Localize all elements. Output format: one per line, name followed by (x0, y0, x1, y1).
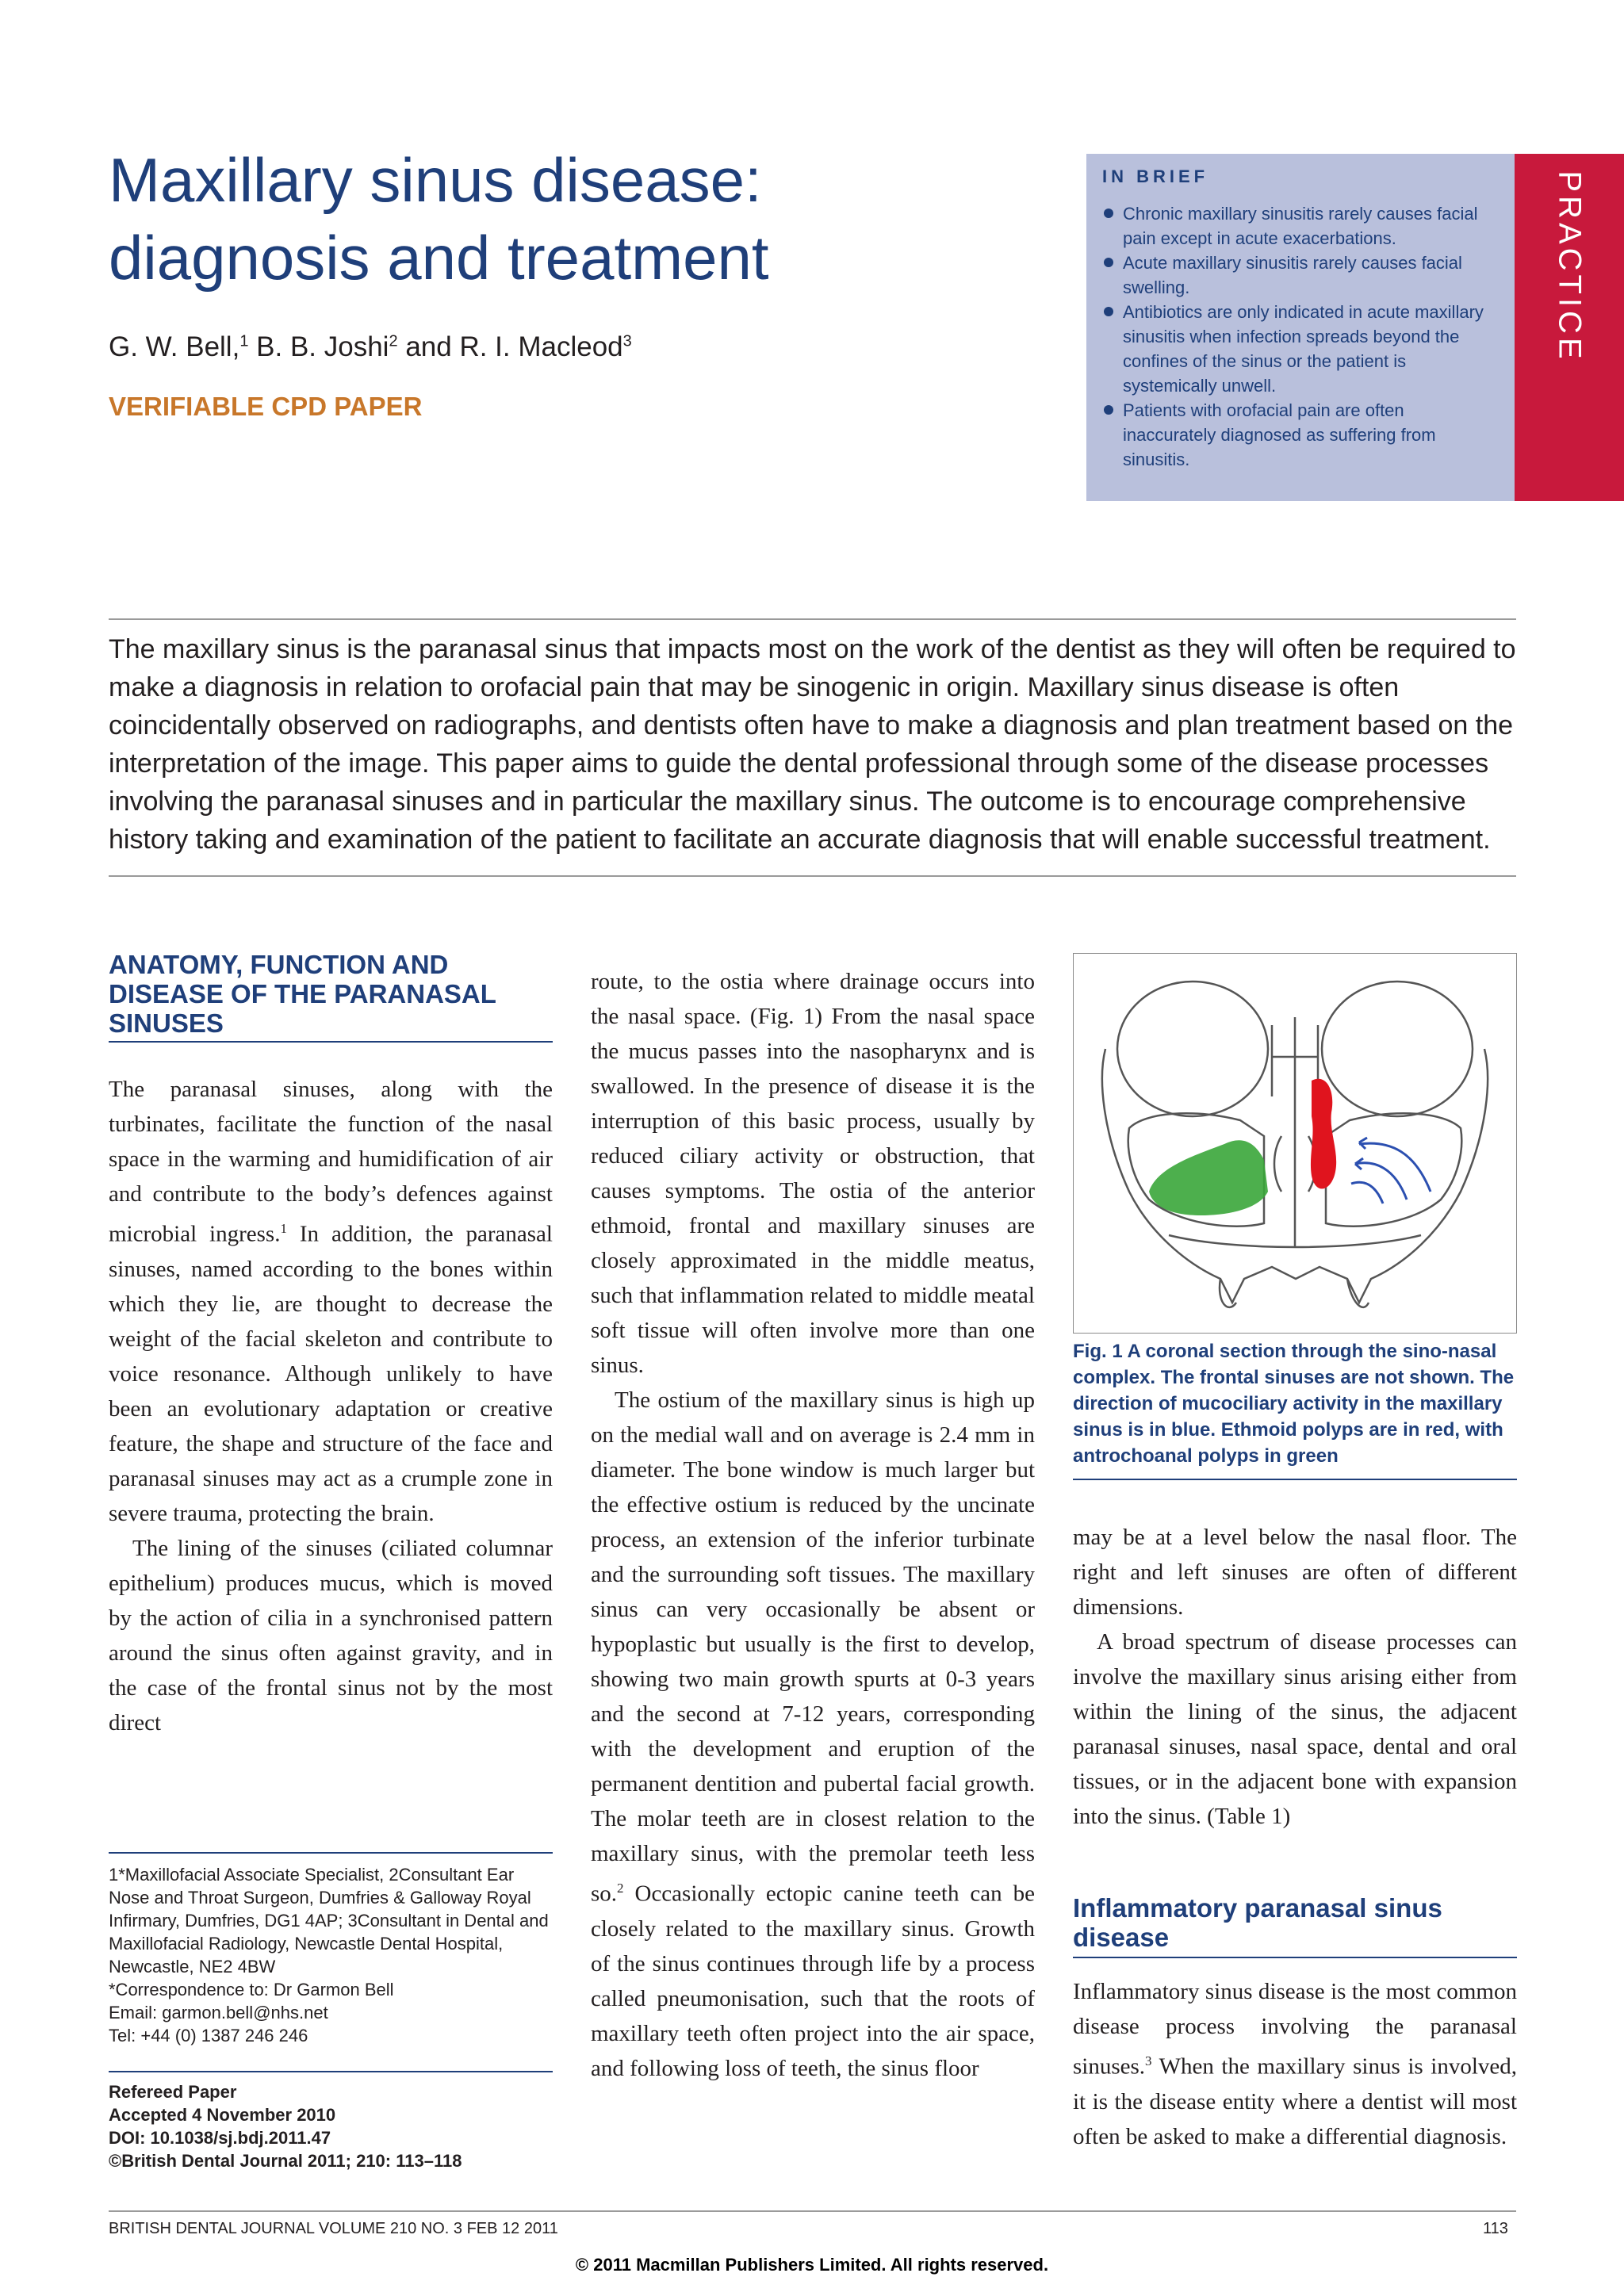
affiliation-mark: 1 (239, 332, 249, 350)
article-title (109, 141, 1044, 297)
bullet-icon (1104, 258, 1113, 267)
body-column-1 (109, 1072, 553, 1740)
paragraph (591, 1383, 1035, 2086)
paragraph: The lining of the sinuses (ciliated columnar epithelium) produces mucus, which is moved by the action of cilia in a synchronised pattern around the sinus often against gravity, and in the case of the frontal sinus not by the most direct (109, 1535, 553, 1735)
refereed-info (109, 2080, 553, 2172)
paragraph: A broad spectrum of disease processes can involve the maxillary sinus arising either from within the lining of the sinus, the adjacent paranasal sinuses, nasal space, dental and oral tissues, or in the adjacent bone with expansion into the sinus. (Table 1) (1073, 1629, 1517, 1829)
figure-caption (1073, 1338, 1517, 1469)
accepted-date: Accepted 4 November 2010 (109, 2105, 336, 2125)
abstract-top-rule (109, 618, 1516, 620)
ethmoid-polyp-marker (1311, 1079, 1336, 1189)
refereed-rule (109, 2071, 553, 2072)
paragraph: route, to the ostia where drainage occurs into the nasal space. (Fig. 1) From the nasal space the mucus passes into the nasopharynx and is swallowed. In the presence of disease it is the interruption of this basic process, usually by reduced ciliary activity or obstruction, that causes symptoms. The ostia of the anterior ethmoid, frontal and maxillary sinuses are closely approximated in the middle meatus, such that inflammation related to middle meatal soft tissue will often involve more than one sinus. (591, 969, 1035, 1378)
sinus-diagram (1074, 954, 1516, 1333)
affiliation-text: 1*Maxillofacial Associate Specialist, 2Consultant Ear Nose and Throat Surgeon, Dumfries & Galloway Royal Infirmary, Dumfries, DG1 4AP; 3Consultant in Dental and Maxillofacial Radiology, Newcastle Dental Hospital, Newcastle, NE2 4BW (109, 1865, 549, 1976)
footer-journal (109, 2220, 558, 2238)
in-brief-text: Acute maxillary sinusitis rarely causes facial swelling. (1123, 253, 1462, 297)
section-heading-anatomy: ANATOMY, FUNCTION AND DISEASE OF THE PARANASAL SINUSES (109, 950, 496, 1038)
body-column-2 (591, 964, 1035, 2086)
email: Email: garmon.bell@nhs.net (109, 2003, 328, 2022)
right-orbit (1322, 982, 1473, 1116)
figure-caption-text: A coronal section through the sino-nasal complex. The frontal sinuses are not shown. The direction of mucociliary activity in the maxillary sinus is in blue. Ethmoid polyps are in red, with antrochoanal polyps in green (1073, 1341, 1515, 1467)
section-tab-label: PRACTICE (1552, 170, 1588, 363)
text-run: The ostium of the maxillary sinus is high up on the medial wall and on average is 2.4 mm in diameter. The bone window is much larger but the effective ostium is reduced by the uncinate process, an extension of the inferior turbinate and the surrounding soft tissues. The maxillary sinus can very occasionally be absent or hypoplastic but usually is the first to develop, showing two main growth spurts at 0-3 years and the second at 7-12 years, corresponding with the development and eruption of the permanent dentition and pubertal facial growth. The molar teeth are in closest relation to the maxillary sinus, with the premolar teeth less so. (591, 1387, 1035, 1907)
mucociliary-arrows (1351, 1138, 1431, 1203)
paragraph (109, 1072, 553, 1531)
in-brief-text: Patients with orofacial pain are often inaccurately diagnosed as suffering from sinusitis. (1123, 400, 1436, 469)
correspondence: *Correspondence to: Dr Garmon Bell (109, 1980, 394, 1999)
page-number: 113 (1483, 2220, 1508, 2237)
citation-mark: 2 (617, 1881, 624, 1896)
abstract: The maxillary sinus is the paranasal sinus that impacts most on the work of the dentist as they will often be required to make a diagnosis in relation to orofacial pain that may be sinogenic in origin. Maxillary sinus disease is often coincidentally observed on radiographs, and dentists often have to make a diagnosis and plan treatment based on the interpretation of the image. This paper aims to guide the dental professional through some of the disease processes involving the paranasal sinuses and in particular the maxillary sinus. The outcome is to encourage comprehensive history taking and examination of the patient to facilitate an accurate diagnosis that will enable successful treatment. (109, 634, 1516, 855)
citation-mark: 1 (280, 1221, 287, 1236)
text-run: In addition, the paranasal sinuses, named according to the bones within which they lie, are thought to decrease the weight of the facial skeleton and contribute to voice resonance. Although unlikely to have been an evolutionary adaptation or creative feature, the shape and structure of the face and paranasal sinuses may act as a crumple zone in severe trauma, protecting the brain. (109, 1221, 553, 1526)
text-run: The paranasal sinuses, along with the turbinates, facilitate the function of the nasal space in the warming and humidification of air and contribute to the body’s defences against microbial ingress. (109, 1077, 553, 1247)
in-brief-box (1086, 154, 1515, 501)
author-bell: G. W. Bell, (109, 331, 240, 362)
text-run: Inflammatory sinus disease is the most common disease process involving the paranasal sinuses. (1073, 1979, 1517, 2080)
arrow-path (1355, 1163, 1407, 1200)
author-list (109, 331, 632, 363)
bullet-icon (1104, 209, 1113, 218)
left-orbit (1117, 982, 1268, 1116)
footer-rule (109, 2210, 1516, 2212)
doi: DOI: 10.1038/sj.bdj.2011.47 (109, 2128, 331, 2148)
caption-rule (1073, 1479, 1517, 1480)
body-column-3-continued (1073, 1974, 1517, 2154)
paragraph (1073, 1974, 1517, 2154)
right-maxillary-sinus (1326, 1113, 1461, 1226)
title-line-2: diagnosis and treatment (109, 223, 769, 293)
in-brief-item (1102, 300, 1499, 398)
body-column-3 (1073, 1520, 1517, 1834)
title-line-1: Maxillary sinus disease: (109, 145, 762, 215)
figure-label: Fig. 1 (1073, 1341, 1123, 1362)
in-brief-list (1102, 201, 1499, 472)
author-macleod: and R. I. Macleod (397, 331, 623, 362)
in-brief-text: Chronic maxillary sinusitis rarely causes facial pain except in acute exacerbations. (1123, 204, 1478, 248)
affiliations (109, 1863, 553, 2047)
affiliation-rule (109, 1852, 553, 1854)
affiliation-mark: 3 (622, 332, 632, 350)
citation: ©British Dental Journal 2011; 210: 113–118 (109, 2151, 462, 2171)
in-brief-item (1102, 201, 1499, 251)
paragraph: may be at a level below the nasal floor. The right and left sinuses are often of different dimensions. (1073, 1525, 1517, 1620)
journal-name: BRITISH DENTAL JOURNAL (109, 2220, 315, 2237)
section-tab (1515, 154, 1624, 501)
in-brief-item (1102, 398, 1499, 472)
copyright-notice: © 2011 Macmillan Publishers Limited. All rights reserved. (575, 2255, 1049, 2275)
refereed-label: Refereed Paper (109, 2082, 237, 2102)
issue-info: VOLUME 210 NO. 3 FEB 12 2011 (314, 2220, 558, 2237)
bullet-icon (1104, 307, 1113, 316)
arrow-path (1351, 1182, 1383, 1203)
bullet-icon (1104, 405, 1113, 415)
affiliation-mark: 2 (389, 332, 398, 350)
skull-outline (1102, 982, 1488, 1307)
heading-rule (1073, 1957, 1517, 1958)
text-run: When the maxillary sinus is involved, it is the disease entity where a dentist will most often be asked to make a differential diagnosis. (1073, 2053, 1517, 2149)
figure-1-image (1073, 953, 1517, 1334)
in-brief-item (1102, 251, 1499, 300)
antrochoanal-polyp-marker (1149, 1140, 1268, 1215)
citation-mark: 3 (1145, 2053, 1152, 2068)
in-brief-text: Antibiotics are only indicated in acute maxillary sinusitis when infection spreads beyond the confines of the sinus or the patient is systemically unwell. (1123, 302, 1484, 396)
telephone: Tel: +44 (0) 1387 246 246 (109, 2026, 308, 2045)
cpd-label: VERIFIABLE CPD PAPER (109, 392, 423, 421)
abstract-bottom-rule (109, 875, 1516, 877)
author-joshi: B. B. Joshi (248, 331, 389, 362)
text-run: Occasionally ectopic canine teeth can be closely related to the maxillary sinus. Growth of the sinus continues through life by a process called pneumonisation, such that the roots of maxillary teeth often project into the air space, and following loss of teeth, the sinus floor (591, 1881, 1035, 2081)
heading-rule (109, 1041, 553, 1043)
section-heading-inflammatory: Inflammatory paranasal sinus disease (1073, 1893, 1442, 1952)
in-brief-heading: IN BRIEF (1102, 166, 1209, 186)
